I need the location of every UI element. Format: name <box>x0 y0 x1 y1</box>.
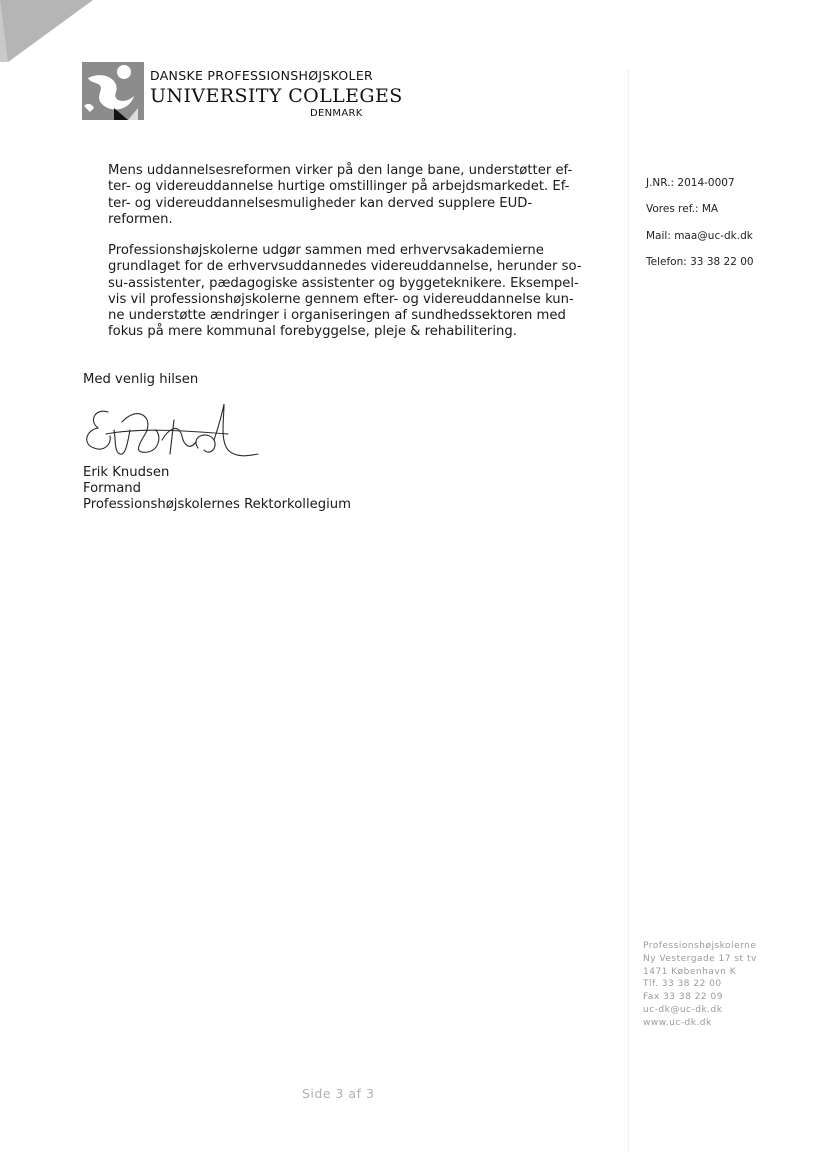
closing-greeting: Med venlig hilsen <box>83 372 199 387</box>
contact-mail: Mail: maa@uc-dk.dk <box>646 229 753 242</box>
body-paragraph-2 <box>108 243 593 341</box>
journal-number: J.NR.: 2014-0007 <box>646 177 735 189</box>
footer-phone: Tlf. 33 38 22 00 <box>643 979 722 990</box>
footer-fax: Fax 33 38 22 09 <box>643 992 723 1003</box>
paragraph-line: grundlaget for de erhvervsuddannedes videreuddannelse, herunder so- <box>108 259 582 275</box>
paragraph-line: ne understøtte ændringer i organiseringen af sundhedssektoren med <box>108 308 566 324</box>
our-reference: Vores ref.: MA <box>646 203 719 216</box>
footer-address <box>643 940 757 1030</box>
university-colleges-logo-icon <box>82 62 144 120</box>
footer-web: www.uc-dk.dk <box>643 1017 712 1028</box>
handwritten-signature-icon <box>78 400 268 464</box>
margin-divider <box>628 70 629 1150</box>
contact-phone: Telefon: 33 38 22 00 <box>646 255 754 268</box>
logo-line-denmark: DENMARK <box>310 108 363 119</box>
paragraph-line: Professionshøjskolerne udgør sammen med erhvervsakademierne <box>108 243 544 258</box>
paragraph-line: fokus på mere kommunal forebyggelse, pleje & rehabilitering. <box>108 324 517 340</box>
page-number: Side 3 af 3 <box>302 1086 375 1101</box>
paragraph-line: ter- og videreuddannelsesmuligheder kan derved supplere EUD- <box>108 195 533 211</box>
signatory-organization: Professionshøjskolernes Rektorkollegium <box>83 497 351 512</box>
reference-sidebar <box>646 175 754 280</box>
footer-org: Professionshøjskolerne <box>643 941 757 951</box>
logo-line-danske: DANSKE PROFESSIONSHØJSKOLER <box>150 68 373 83</box>
signatory-title: Formand <box>83 481 142 496</box>
paragraph-line: ter- og videreuddannelse hurtige omstillinger på arbejdsmarkedet. Ef- <box>108 179 570 195</box>
footer-email: uc-dk@uc-dk.dk <box>643 1004 723 1015</box>
paragraph-line: reformen. <box>108 211 173 227</box>
logo-line-university-colleges: UNIVERSITY COLLEGES <box>150 85 403 107</box>
footer-street: Ny Vestergade 17 st tv <box>643 953 757 964</box>
signatory-name: Erik Knudsen <box>83 465 170 480</box>
page-corner-fold <box>0 0 95 62</box>
paragraph-line: su-assistenter, pædagogiske assistenter og byggeteknikere. Eksempel- <box>108 275 579 291</box>
footer-city: 1471 København K <box>643 966 737 977</box>
paragraph-line: vis vil professionshøjskolerne gennem efter- og videreuddannelse kun- <box>108 291 574 307</box>
body-paragraph-1 <box>108 163 593 228</box>
paragraph-line: Mens uddannelsesreformen virker på den lange bane, understøtter ef- <box>108 163 573 178</box>
